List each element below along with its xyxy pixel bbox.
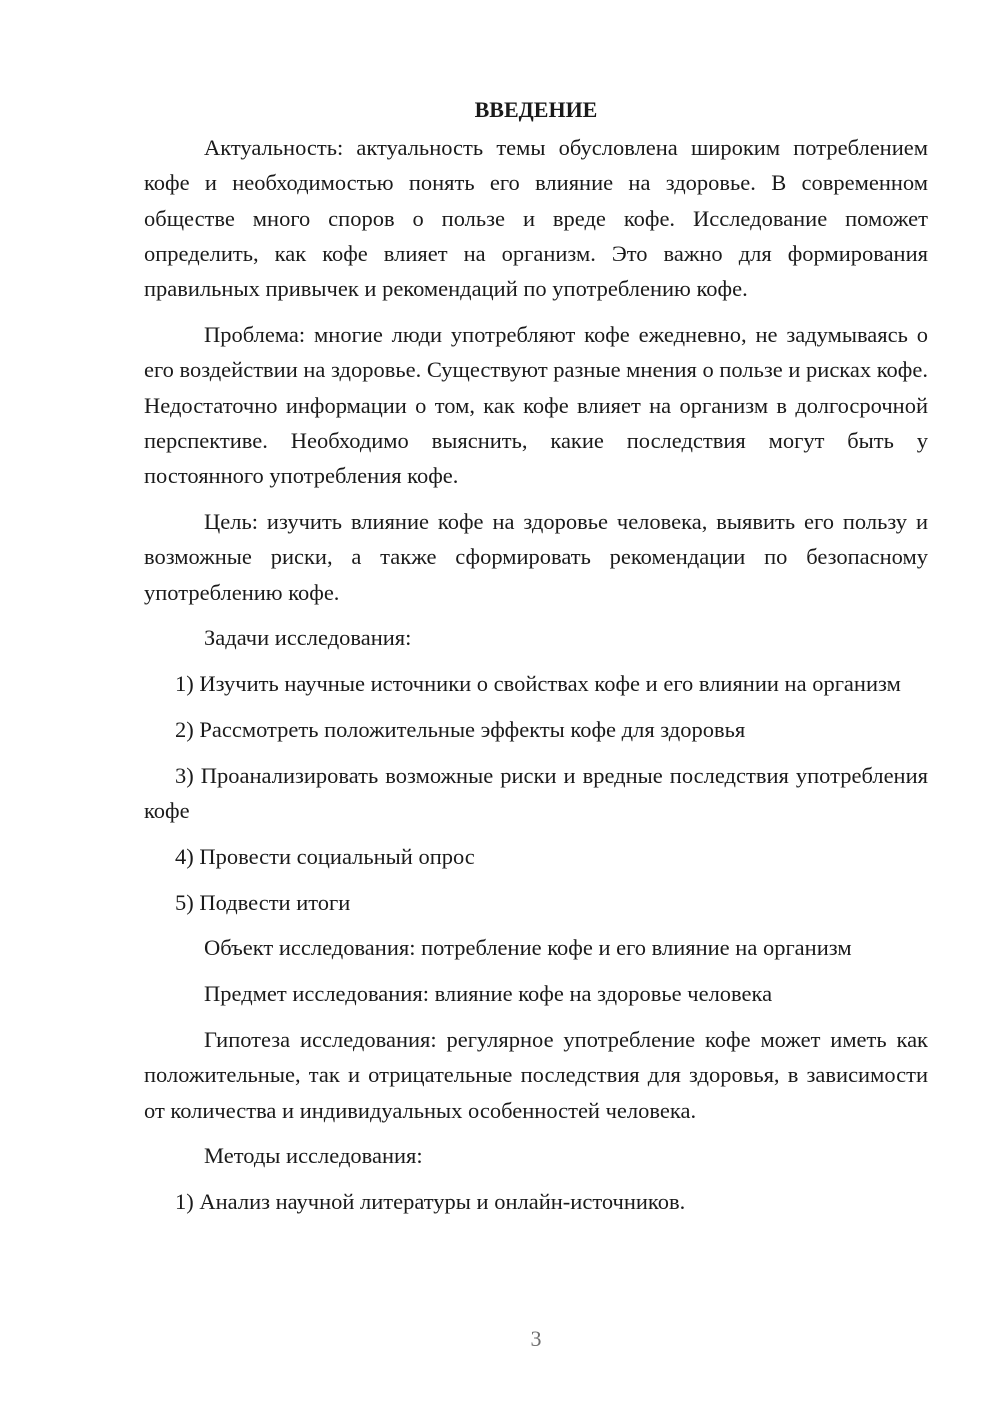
methods-heading: Методы исследования:	[204, 1143, 423, 1169]
relevance-paragraph: Актуальность: актуальность темы обусловлена широким потреблением кофе и необходимостью понять его влияние на здоровье. В современном обществе много споров о пользе и вреде кофе. Исследование поможет определить, как кофе влияет на организм. Это важно для формирования правильных привычек и рекомендаций по употреблению кофе.	[144, 135, 928, 302]
goal-paragraph: Цель: изучить влияние кофе на здоровье человека, выявить его пользу и возможные риски, а также сформировать рекомендации по безопасному употреблению кофе.	[144, 508, 928, 605]
tasks-heading: Задачи исследования:	[204, 625, 412, 651]
hypothesis-paragraph: Гипотеза исследования: регулярное употребление кофе может иметь как положительные, так и отрицательные последствия для здоровья, в зависимости от количества и индивидуальных особенностей человека.	[144, 1027, 928, 1123]
problem-paragraph: Проблема: многие люди употребляют кофе ежедневно, не задумываясь о его воздействии на здоровье. Существуют разные мнения о пользе и рисках кофе. Недостаточно информации о том, как кофе влияет на организм в долгосрочной перспективе. Необходимо выяснить, какие последствия могут быть у постоянного употребления кофе.	[144, 321, 928, 489]
page-number: 3	[530, 1326, 542, 1351]
task-item-2: 2) Рассмотреть положительные эффекты кофе для здоровья	[175, 716, 746, 742]
section-title: ВВЕДЕНИЕ	[474, 97, 598, 122]
method-item-1: 1) Анализ научной литературы и онлайн-источников.	[175, 1189, 686, 1215]
task-item-1: 1) Изучить научные источники о свойствах кофе и его влиянии на организм	[175, 671, 901, 697]
document-page	[144, 92, 928, 1230]
task-item-3: 3) Проанализировать возможные риски и вредные последствия употребления кофе	[144, 762, 928, 824]
subject-paragraph: Предмет исследования: влияние кофе на здоровье человека	[204, 981, 773, 1007]
task-item-4: 4) Провести социальный опрос	[175, 843, 475, 869]
object-paragraph: Объект исследования: потребление кофе и его влияние на организм	[204, 935, 852, 961]
task-item-5: 5) Подвести итоги	[175, 889, 351, 915]
